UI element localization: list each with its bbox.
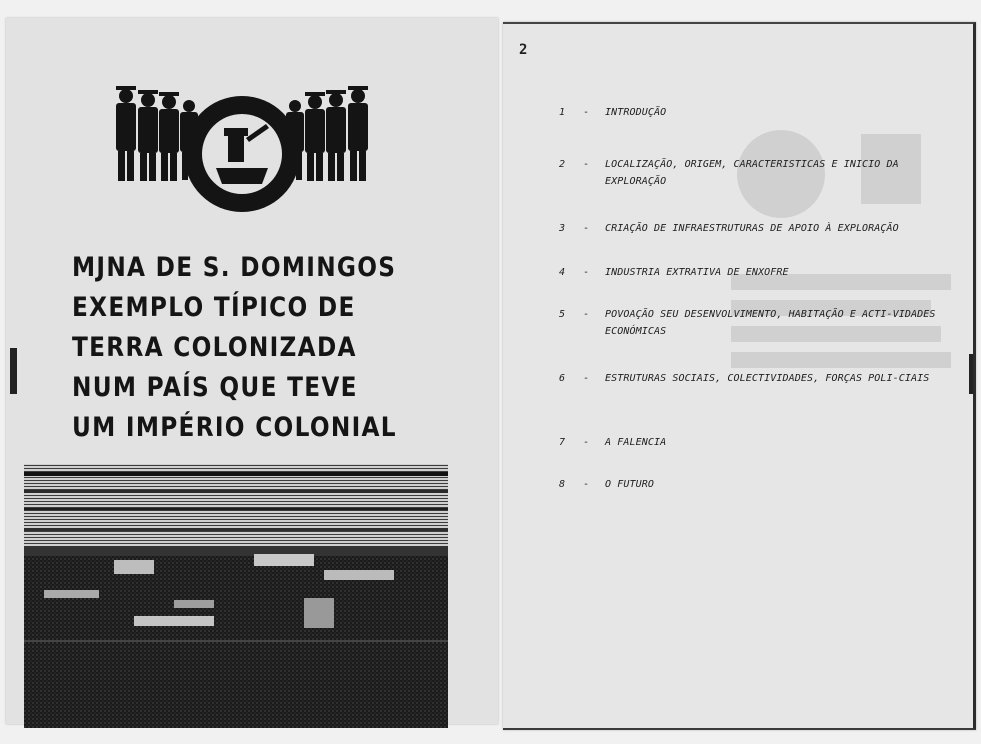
cover-page bbox=[6, 18, 498, 724]
toc-item bbox=[559, 306, 959, 340]
toc-item-dash: - bbox=[583, 479, 590, 490]
toc-item-text: ESTRUTURAS SOCIAIS, COLECTIVIDADES, FORÇAS POLI-CIAIS bbox=[605, 373, 930, 384]
cover-title-line: NUM PAÍS QUE TEVE bbox=[72, 372, 358, 403]
toc-item-text: POVOAÇÃO SEU DESENVOLVIMENTO, HABITAÇÃO E ACTI-VIDADES ECONÓMICAS bbox=[605, 309, 936, 337]
toc-item-number: 4 bbox=[559, 267, 566, 278]
toc-item bbox=[559, 370, 959, 387]
binding-mark bbox=[969, 354, 973, 394]
miners-logo-icon bbox=[106, 76, 378, 226]
toc-item-text: A FALENCIA bbox=[605, 437, 667, 448]
toc-item bbox=[559, 264, 959, 281]
toc-item-text: CRIAÇÃO DE INFRAESTRUTURAS DE APOIO À EXPLORAÇÃO bbox=[605, 223, 899, 234]
toc-item-text: LOCALIZAÇÃO, ORIGEM, CARACTERISTICAS E INICIO DA EXPLORAÇÃO bbox=[605, 159, 899, 187]
cover-title-line: UM IMPÉRIO COLONIAL bbox=[72, 412, 397, 443]
toc-item-number: 2 bbox=[559, 159, 566, 170]
toc-item-text: O FUTURO bbox=[605, 479, 654, 490]
toc-item bbox=[559, 104, 959, 121]
toc-item bbox=[559, 220, 959, 237]
cover-title-line: MJNA DE S. DOMINGOS bbox=[72, 252, 397, 283]
toc-item-dash: - bbox=[583, 107, 590, 118]
toc-item-dash: - bbox=[583, 267, 590, 278]
toc-item-dash: - bbox=[583, 373, 590, 384]
bleed-through-icon bbox=[721, 94, 961, 384]
contents-page bbox=[503, 22, 976, 730]
toc-item-dash: - bbox=[583, 223, 590, 234]
cover-title-line: TERRA COLONIZADA bbox=[72, 332, 357, 363]
toc-item-dash: - bbox=[583, 159, 590, 170]
toc-item bbox=[559, 476, 959, 493]
toc-item-number: 3 bbox=[559, 223, 566, 234]
binding-mark bbox=[10, 348, 17, 394]
toc-item-number: 5 bbox=[559, 309, 566, 320]
toc-item-dash: - bbox=[583, 437, 590, 448]
toc-item-number: 7 bbox=[559, 437, 566, 448]
toc-item-text: INTRODUÇÃO bbox=[605, 107, 667, 118]
toc-item bbox=[559, 434, 959, 451]
mine-landscape-photo-icon bbox=[24, 450, 448, 728]
toc-item-number: 8 bbox=[559, 479, 566, 490]
cover-title bbox=[72, 248, 397, 448]
page-number: 2 bbox=[519, 42, 528, 58]
toc-item-dash: - bbox=[583, 309, 590, 320]
toc-item-number: 6 bbox=[559, 373, 566, 384]
toc-item-number: 1 bbox=[559, 107, 566, 118]
toc-item-text: INDUSTRIA EXTRATIVA DE ENXOFRE bbox=[605, 267, 789, 278]
toc-item bbox=[559, 156, 959, 190]
cover-title-line: EXEMPLO TÍPICO DE bbox=[72, 292, 356, 323]
